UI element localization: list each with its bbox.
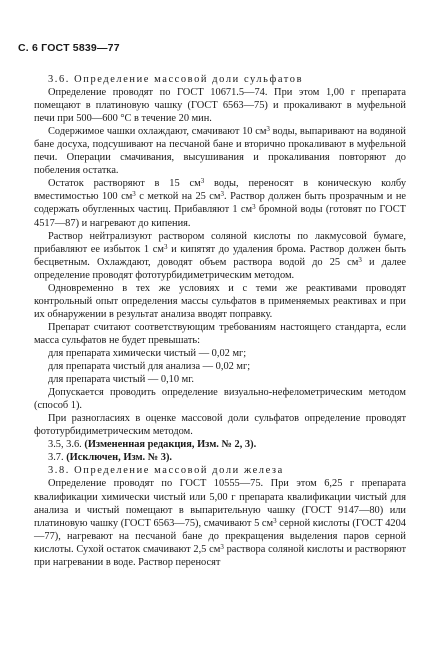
amendment-note: 3.5, 3.6. (Измененная редакция, Изм. № 2, 3). <box>48 439 257 451</box>
running-head: С. 6 ГОСТ 5839—77 <box>18 42 120 54</box>
paragraph: Препарат считают соответствующим требованиям настоящего стандарта, если масса сульфатов не будет превышать: <box>34 321 406 346</box>
section-heading-iron: 3.8. Определение массовой доли железа <box>48 465 284 477</box>
paragraph: Допускается проводить определение визуально-нефелометрическим методом (способ 1). <box>34 387 406 412</box>
section-heading-sulfates: 3.6. Определение массовой доли сульфатов <box>48 74 304 85</box>
amendment-note: 3.7. (Исключен, Изм. № 3). <box>48 452 173 464</box>
paragraph: При разногласиях в оценке массовой доли сульфатов определение проводят фототурбидиметрическим методом. <box>34 413 406 438</box>
list-item: для препарата чистый для анализа — 0,02 мг; <box>48 361 251 373</box>
paragraph: Остаток растворяют в 15 $см^3$ воды, переносят в коническую колбу вместимостью 100 $см^3$ с меткой на 25 $см^3$. Раствор должен быть прозрачным и не содержать обугленных частиц. Прибавляют 1 $см^3$ бромной воды (готовят по ГОСТ 4517—87) и нагревают до кипения. <box>34 177 407 229</box>
paragraph: Содержимое чашки охлаждают, смачивают 10 $см^3$ воды, выпаривают на водяной бане досуха, подсушивают на песчаной бане и вторично прокаливают в муфельной печи. Операции смачивания, высушивания и прокаливания повторяют до побеления остатка. <box>34 125 406 177</box>
paragraph: Определение проводят по ГОСТ 10555—75. При этом 6,25 г препарата квалификации химически чистый или 5,00 г препарата квалификации чистый для анализа и чистый помещают в выпарительную чашку (ГОСТ 9147—80) или платиновую чашку (ГОСТ 6563—75), смачивают 5 $см^3$ серной кислоты (ГОСТ 4204—77), нагревают на песчаной бане до прекращения выделения паров серной кислоты. Сухой остаток смачивают 2,5 $см^3$ раствора соляной кислоты и растворяют при нагревании в воде. Раствор переносят <box>34 478 406 568</box>
document-body <box>34 73 406 569</box>
paragraph: Одновременно в тех же условиях и с теми же реактивами проводят контрольный опыт определения массы сульфатов в применяемых реактивах и при их обнаружении в результат анализа вводят поправку. <box>34 282 406 320</box>
paragraph: Определение проводят по ГОСТ 10671.5—74. При этом 1,00 г препарата помещают в платиновую чашку (ГОСТ 6563—75) и прокаливают в муфельной печи при 500—600 °С в течение 20 мин. <box>34 87 406 125</box>
list-item: для препарата химически чистый — 0,02 мг; <box>48 347 247 359</box>
list-item: для препарата чистый — 0,10 мг. <box>48 374 194 386</box>
paragraph: Раствор нейтрализуют раствором соляной кислоты по лакмусовой бумаге, прибавляют ее избыток 1 $см^3$ и кипятят до удаления брома. Раствор должен быть бесцветным. Охлаждают, доводят объем раствора водой до 25 $см^3$ и далее определение проводят фототурбидиметрическим методом. <box>34 230 407 281</box>
